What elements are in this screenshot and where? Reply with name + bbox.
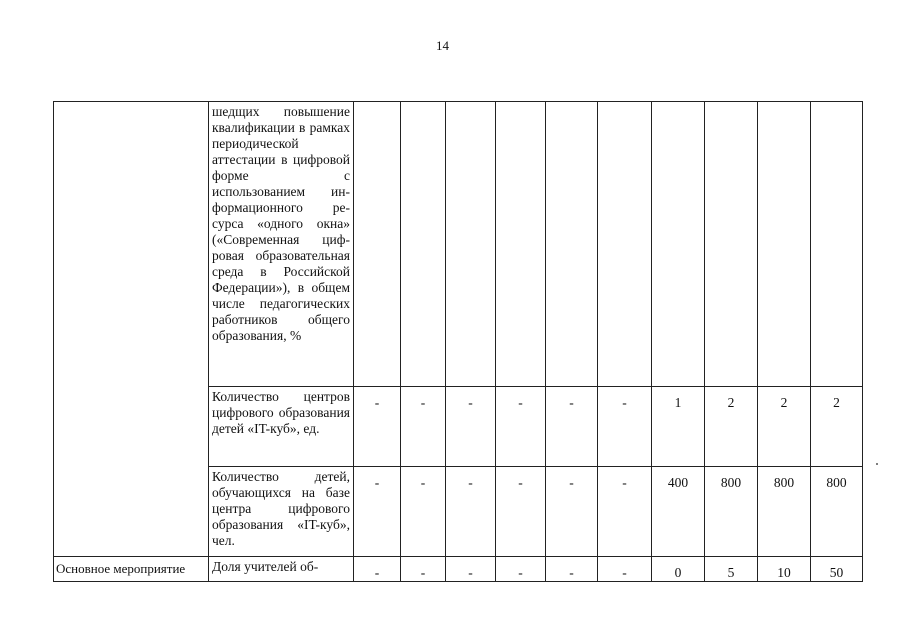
value-cell: 10 bbox=[758, 557, 811, 582]
value-cell bbox=[496, 102, 546, 387]
indicator-description: Количество детей, обучающихся на базе центра цифрового образования «IT-куб», чел. bbox=[209, 467, 354, 557]
value-cell: - bbox=[496, 387, 546, 467]
value-cell: - bbox=[546, 557, 598, 582]
value-cell: - bbox=[446, 387, 496, 467]
value-cell: 800 bbox=[758, 467, 811, 557]
value-cell: - bbox=[598, 387, 652, 467]
value-cell: 2 bbox=[705, 387, 758, 467]
value-cell: - bbox=[496, 557, 546, 582]
value-cell: 5 bbox=[705, 557, 758, 582]
value-cell: 800 bbox=[811, 467, 863, 557]
indicators-table bbox=[53, 101, 863, 582]
value-cell: 0 bbox=[652, 557, 705, 582]
value-cell: - bbox=[354, 387, 401, 467]
value-cell: 2 bbox=[758, 387, 811, 467]
value-cell: 800 bbox=[705, 467, 758, 557]
indicator-description: шедщих повышение квалификации в рамках периодической аттестации в цифровой форме с использованием информационного ресурса «одного окна» («Современная цифровая образовательная среда в Российской Федерации»), в общем числе педагогических работников общего образования, % bbox=[209, 102, 354, 387]
value-cell bbox=[546, 102, 598, 387]
value-cell: - bbox=[496, 467, 546, 557]
value-cell: - bbox=[446, 557, 496, 582]
value-cell bbox=[446, 102, 496, 387]
value-cell bbox=[758, 102, 811, 387]
value-cell: - bbox=[598, 467, 652, 557]
value-cell bbox=[705, 102, 758, 387]
value-cell: - bbox=[546, 467, 598, 557]
value-cell: - bbox=[401, 467, 446, 557]
value-cell bbox=[811, 102, 863, 387]
value-cell bbox=[598, 102, 652, 387]
value-cell bbox=[652, 102, 705, 387]
table-row bbox=[54, 557, 863, 582]
value-cell bbox=[354, 102, 401, 387]
value-cell: - bbox=[401, 387, 446, 467]
value-cell bbox=[401, 102, 446, 387]
value-cell: - bbox=[446, 467, 496, 557]
value-cell: - bbox=[598, 557, 652, 582]
scan-speck bbox=[876, 463, 878, 465]
row-label-cell: Основное мероприятие bbox=[54, 557, 209, 582]
value-cell: - bbox=[401, 557, 446, 582]
value-cell: - bbox=[354, 467, 401, 557]
value-cell: - bbox=[546, 387, 598, 467]
indicator-description: Доля учителей об- bbox=[209, 557, 354, 582]
value-cell: 400 bbox=[652, 467, 705, 557]
row-label-cell bbox=[54, 102, 209, 557]
indicator-description: Количество центров цифрового образования детей «IT-куб», ед. bbox=[209, 387, 354, 467]
value-cell: 2 bbox=[811, 387, 863, 467]
value-cell: 1 bbox=[652, 387, 705, 467]
page-number: 14 bbox=[436, 38, 449, 53]
table-row bbox=[54, 102, 863, 387]
value-cell: 50 bbox=[811, 557, 863, 582]
value-cell: - bbox=[354, 557, 401, 582]
